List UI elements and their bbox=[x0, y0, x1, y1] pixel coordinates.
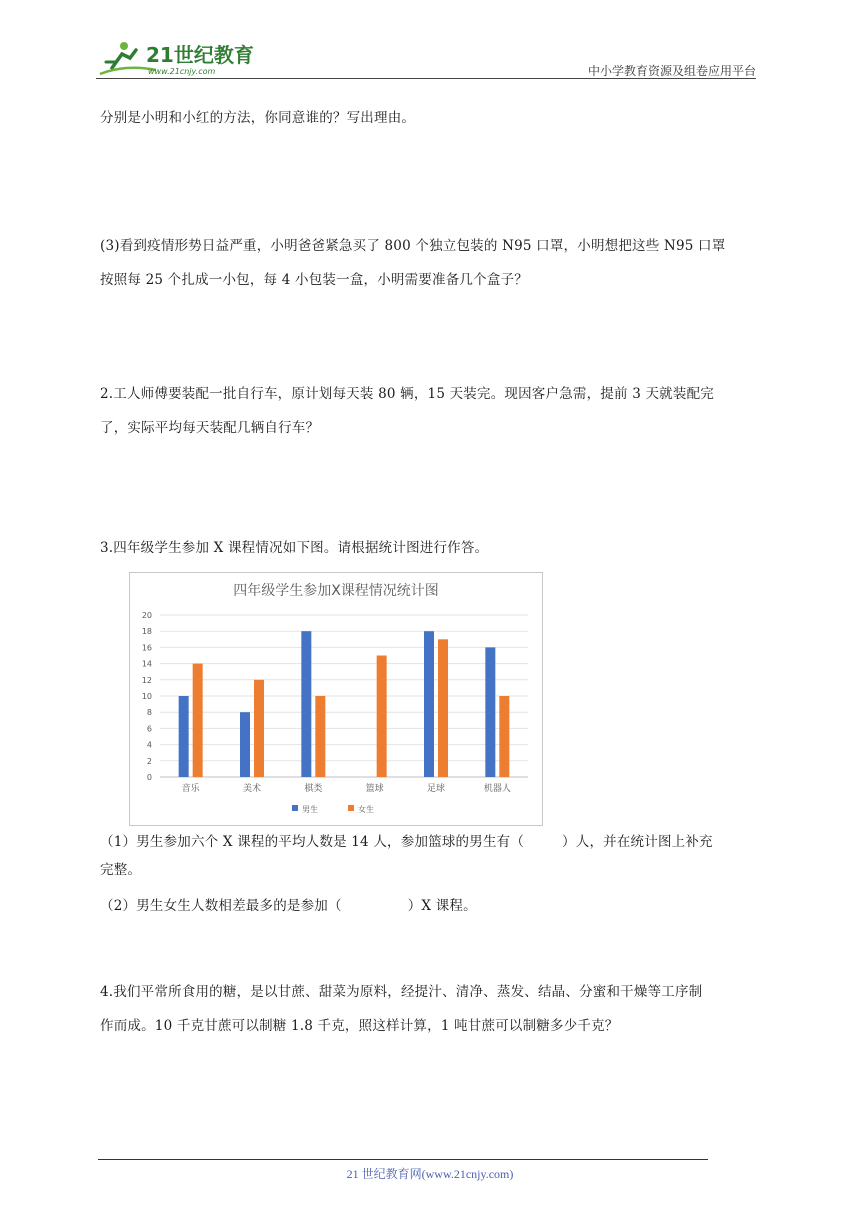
legend-label: 女生 bbox=[358, 805, 374, 814]
q2-line2: 了，实际平均每天装配几辆自行车？ bbox=[100, 420, 320, 436]
bar-1-0 bbox=[193, 664, 203, 777]
bar-0-0 bbox=[179, 696, 189, 777]
x-tick-label: 篮球 bbox=[365, 784, 384, 794]
y-tick-label: 18 bbox=[141, 627, 152, 637]
bar-0-5 bbox=[485, 647, 495, 777]
y-tick-label: 2 bbox=[146, 756, 152, 766]
bar-0-1 bbox=[240, 712, 250, 777]
q3-sub2-b: ）X 课程。 bbox=[407, 898, 477, 914]
chart-svg bbox=[130, 573, 542, 825]
y-tick-label: 14 bbox=[141, 659, 152, 669]
q1-part3-line1: (3)看到疫情形势日益严重，小明爸爸紧急买了 800 个独立包装的 N95 口罩，小明想把这些 N95 口罩 bbox=[100, 238, 726, 254]
q1-part3-line2: 按照每 25 个扎成一小包，每 4 小包装一盒，小明需要准备几个盒子？ bbox=[100, 272, 528, 288]
footer-divider bbox=[98, 1159, 708, 1160]
q4-line1: 4.我们平常所食用的糖，是以甘蔗、甜菜为原料，经提汁、清净、蒸发、结晶、分蜜和干燥等工序制 bbox=[100, 984, 703, 1000]
legend-swatch bbox=[292, 805, 298, 811]
logo-url: www.21cnjy.com bbox=[148, 67, 216, 76]
logo-text: 21世纪教育 bbox=[146, 43, 254, 67]
y-tick-label: 6 bbox=[146, 724, 152, 734]
chart-title: 四年级学生参加X课程情况统计图 bbox=[233, 583, 439, 599]
y-tick-label: 10 bbox=[141, 692, 152, 701]
bar-chart bbox=[129, 572, 543, 826]
x-tick-label: 棋类 bbox=[304, 784, 323, 794]
bar-1-2 bbox=[315, 696, 325, 777]
y-tick-label: 16 bbox=[141, 643, 152, 653]
bar-0-2 bbox=[301, 631, 311, 777]
bar-0-4 bbox=[424, 631, 434, 777]
y-tick-label: 20 bbox=[141, 611, 152, 620]
x-tick-label: 音乐 bbox=[181, 784, 200, 794]
legend-label: 男生 bbox=[302, 805, 318, 814]
header-divider bbox=[96, 78, 756, 79]
q4-line2: 作而成。10 千克甘蔗可以制糖 1.8 千克，照这样计算，1 吨甘蔗可以制糖多少千克？ bbox=[100, 1018, 619, 1034]
question-4 bbox=[100, 975, 762, 1043]
y-tick-label: 4 bbox=[146, 740, 152, 750]
q3-intro: 3.四年级学生参加 X 课程情况如下图。请根据统计图进行作答。 bbox=[100, 540, 489, 556]
bar-1-4 bbox=[438, 639, 448, 777]
y-tick-label: 8 bbox=[146, 708, 152, 718]
q3-sub2 bbox=[100, 889, 762, 923]
x-tick-label: 美术 bbox=[242, 784, 262, 794]
y-tick-label: 0 bbox=[146, 773, 152, 782]
legend-swatch bbox=[348, 805, 354, 811]
site-logo bbox=[96, 38, 256, 80]
bar-1-5 bbox=[499, 696, 509, 777]
bar-1-3 bbox=[377, 656, 387, 778]
q1-part2-tail: 分别是小明和小红的方法，你同意谁的？写出理由。 bbox=[100, 110, 416, 126]
y-tick-label: 12 bbox=[141, 675, 152, 685]
question-2 bbox=[100, 377, 762, 445]
q3-sub1 bbox=[100, 825, 762, 887]
q3-sub2-a: （2）男生女生人数相差最多的是参加（ bbox=[100, 898, 342, 914]
q3-sub1-a: （1）男生参加六个 X 课程的平均人数是 14 人，参加篮球的男生有（ bbox=[100, 834, 525, 850]
q1-part3 bbox=[100, 229, 762, 297]
platform-name: 中小学教育资源及组卷应用平台 bbox=[587, 64, 756, 78]
x-tick-label: 足球 bbox=[426, 784, 446, 794]
x-tick-label: 机器人 bbox=[483, 784, 511, 794]
q3-sub1-b: ）人，并在统计图上补充 bbox=[562, 834, 713, 850]
bar-1-1 bbox=[254, 680, 264, 777]
footer-link[interactable]: 21 世纪教育网(www.21cnjy.com) bbox=[346, 1167, 514, 1181]
q2-line1: 2.工人师傅要装配一批自行车，原计划每天装 80 辆，15 天装完。现因客户急需，提前 3 天就装配完 bbox=[100, 386, 714, 402]
q3-sub1-c: 完整。 bbox=[100, 862, 142, 878]
